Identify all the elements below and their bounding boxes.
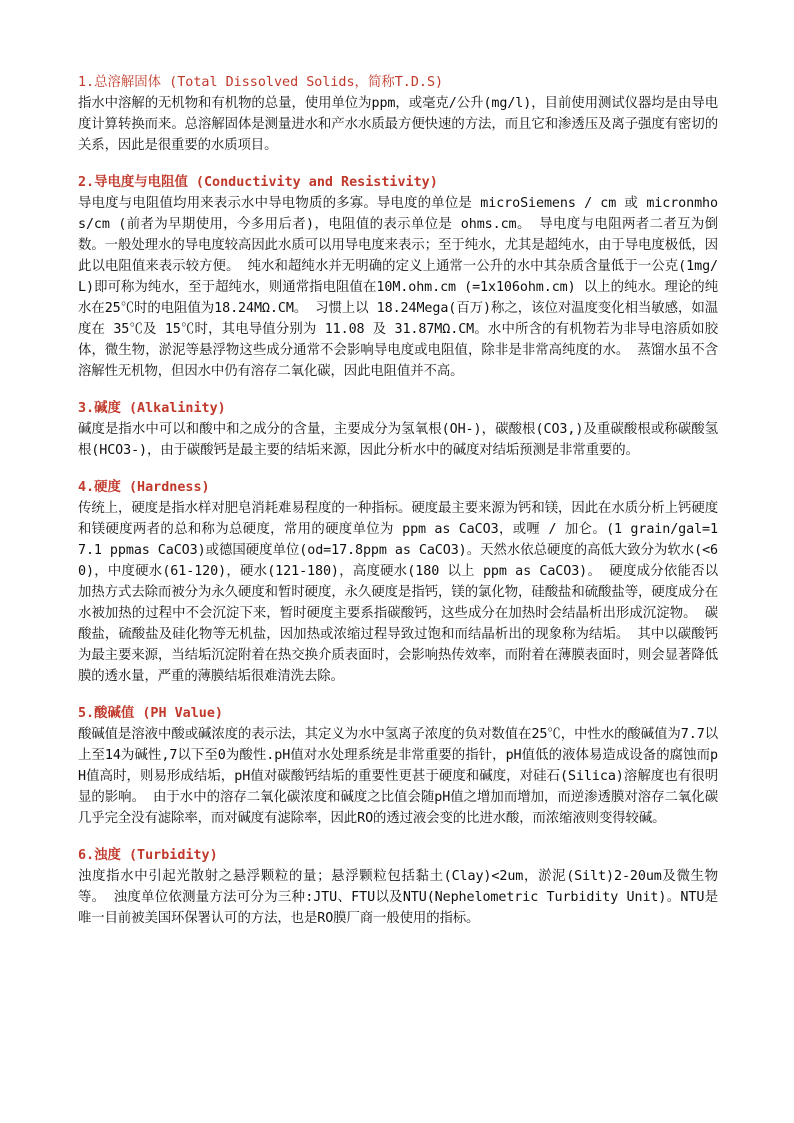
section-heading: 2.导电度与电阻值 (Conductivity and Resistivity) <box>78 175 438 190</box>
section-heading: 1.总溶解固体 (Total Dissolved Solids，简称T.D.S) <box>78 75 444 90</box>
section-alkalinity <box>78 399 718 461</box>
section-hardness <box>78 478 718 687</box>
section-heading: 5.酸碱值 (PH Value) <box>78 706 223 721</box>
section-body: 指水中溶解的无机物和有机物的总量，使用单位为ppm，或毫克/公升(mg/l)，目前使用测试仪器均是由导电度计算转换而来。总溶解固体是测量进水和产水水质最方便快速的方法，而且它和渗透压及离子强度有密切的关系，因此是很重要的水质项目。 <box>78 96 718 153</box>
section-heading: 4.硬度 (Hardness) <box>78 480 210 495</box>
section-ph-value <box>78 704 718 829</box>
section-body: 碱度是指水中可以和酸中和之成分的含量，主要成分为氢氧根(OH-)，碳酸根(CO3,)及重碳酸根或称碳酸氢根(HCO3-)，由于碳酸钙是最主要的结垢来源，因此分析水中的碱度对结垢预测是非常重要的。 <box>78 422 718 458</box>
section-heading: 6.浊度 (Turbidity) <box>78 848 218 863</box>
document-page <box>78 73 718 946</box>
section-body: 浊度指水中引起光散射之悬浮颗粒的量；悬浮颗粒包括黏土(Clay)<2um，淤泥(Silt)2-20um及微生物等。 浊度单位依测量方法可分为三种:JTU、FTU以及NTU(Nephelometric Turbidity Unit)。NTU是唯一目前被美国环保署认可的方法，也是RO膜厂商一般使用的指标。 <box>78 869 718 926</box>
section-conductivity-resistivity <box>78 173 718 382</box>
section-total-dissolved-solids <box>78 73 718 156</box>
section-turbidity <box>78 846 718 929</box>
section-body: 传统上，硬度是指水样对肥皂消耗难易程度的一种指标。硬度最主要来源为钙和镁，因此在水质分析上钙硬度和镁硬度两者的总和称为总硬度，常用的硬度单位为 ppm as CaCO3，或喱 / 加仑。(1 grain/gal=17.1 ppmas CaCO3)或德国硬度单位(od=17.8ppm as CaCO3)。天然水依总硬度的高低大致分为软水(<60)，中度硬水(61-120)，硬水(121-180)，高度硬水(180 以上 ppm as CaCO3)。 硬度成分依能否以加热方式去除而被分为永久硬度和暂时硬度，永久硬度是指钙，镁的氯化物，硅酸盐和硫酸盐等，硬度成分在水被加热的过程中不会沉淀下来，暂时硬度主要系指碳酸钙，这些成分在加热时会结晶析出形成沉淀物。 碳酸盐，硫酸盐及硅化物等无机盐，因加热或浓缩过程导致过饱和而结晶析出的现象称为结垢。 其中以碳酸钙为最主要来源，当结垢沉淀附着在热交换介质表面时，会影响热传效率，而附着在薄膜表面时，则会显著降低膜的透水量，严重的薄膜结垢很难清洗去除。 <box>78 501 718 684</box>
section-heading: 3.碱度 (Alkalinity) <box>78 401 226 416</box>
section-body: 酸碱值是溶液中酸或碱浓度的表示法，其定义为水中氢离子浓度的负对数值在25℃，中性水的酸碱值为7.7以上至14为碱性,7以下至0为酸性.pH值对水处理系统是非常重要的指针，pH值低的液体易造成设备的腐蚀而pH值高时，则易形成结垢，pH值对碳酸钙结垢的重要性更甚于硬度和碱度，对硅石(Silica)溶解度也有很明显的影响。 由于水中的溶存二氧化碳浓度和碱度之比值会随pH值之增加而增加，而逆渗透膜对溶存二氧化碳几乎完全没有滤除率，而对碱度有滤除率，因此RO的透过液会变的比进水酸，而浓缩液则变得较碱。 <box>78 727 718 826</box>
section-body: 导电度与电阻值均用来表示水中导电物质的多寡。导电度的单位是 microSiemens / cm 或 micronmhos/cm (前者为早期使用，今多用后者)，电阻值的表示单位是 ohms.cm。 导电度与电阻两者二者互为倒数。一般处理水的导电度较高因此水质可以用导电度来表示；至于纯水，尤其是超纯水，由于导电度极低，因此以电阻值来表示较方便。 纯水和超纯水并无明确的定义上通常一公升的水中其杂质含量低于一公克(1mg/L)即可称为纯水，至于超纯水，则通常指电阻值在10M.ohm.cm (=1x106ohm.cm) 以上的纯水。理论的纯水在25℃时的电阻值为18.24MΩ.CM。 习惯上以 18.24Mega(百万)称之，该位对温度变化相当敏感，如温度在 35℃及 15℃时，其电导值分别为 11.08 及 31.87MΩ.CM。水中所含的有机物若为非导电溶质如胶体，微生物，淤泥等悬浮物这些成分通常不会影响导电度或电阻值，除非是非常高纯度的水。 蒸馏水虽不含溶解性无机物，但因水中仍有溶存二氧化碳，因此电阻值并不高。 <box>78 196 718 379</box>
